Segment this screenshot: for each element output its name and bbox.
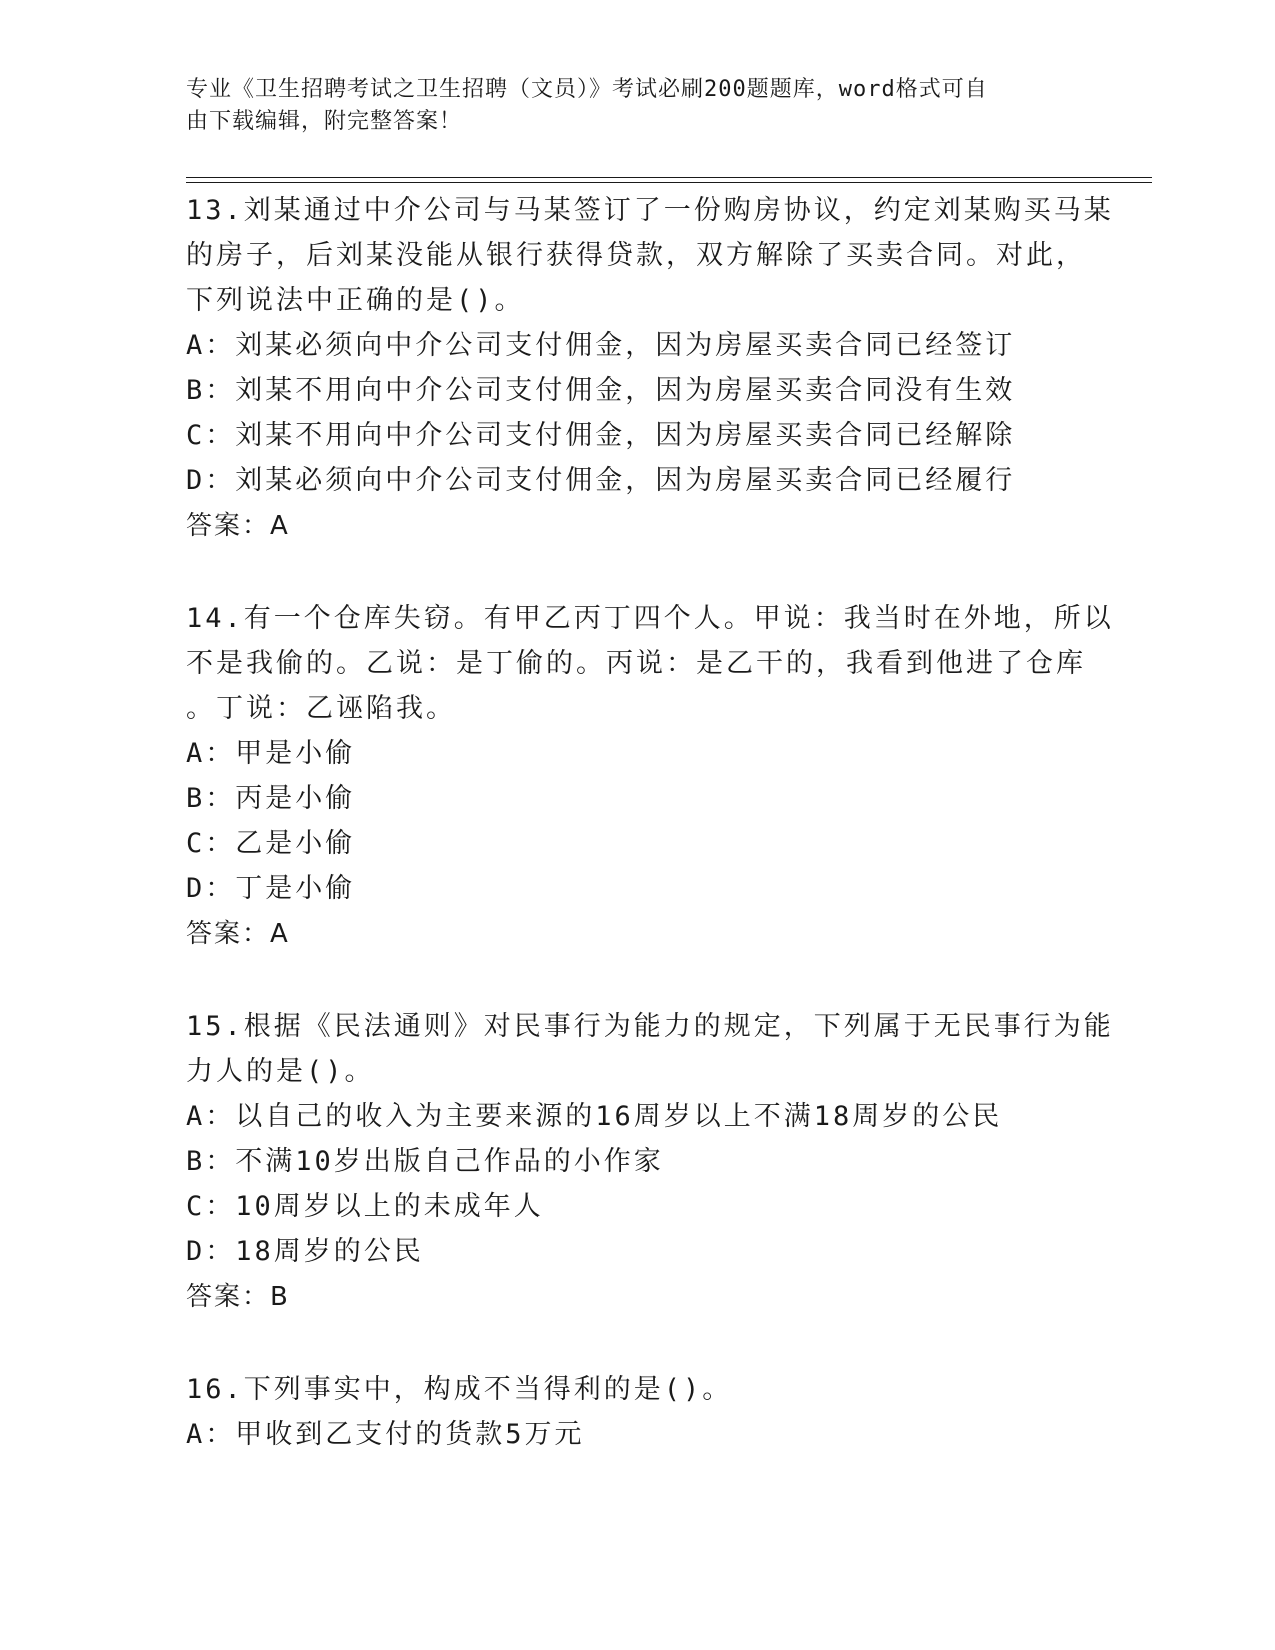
stem-line: 13.刘某通过中介公司与马某签订了一份购房协议，约定刘某购买马某 (186, 195, 1114, 226)
question-15 (186, 1004, 1114, 1320)
answer-line: 答案：A (186, 511, 290, 541)
answer-line: 答案：B (186, 1282, 290, 1312)
option-a: A：刘某必须向中介公司支付佣金，因为房屋买卖合同已经签订 (186, 330, 1016, 361)
option-d: D：18周岁的公民 (186, 1236, 424, 1267)
question-stem (186, 596, 1114, 731)
question-16 (186, 1367, 1086, 1457)
question-stem (186, 1004, 1114, 1094)
option-d: D：刘某必须向中介公司支付佣金，因为房屋买卖合同已经履行 (186, 465, 1016, 496)
header-divider-bottom (186, 182, 1152, 183)
option-b: B：不满10岁出版自己作品的小作家 (186, 1146, 664, 1177)
question-stem (186, 1367, 1086, 1412)
stem-line: 不是我偷的。乙说：是丁偷的。丙说：是乙干的，我看到他进了仓库 (186, 648, 1086, 679)
answer-line: 答案：A (186, 919, 290, 949)
stem-line: 下列说法中正确的是()。 (186, 285, 525, 316)
option-a: A：甲是小偷 (186, 738, 356, 769)
option-c: C：乙是小偷 (186, 828, 356, 859)
header-line-2: 由下载编辑，附完整答案！ (186, 109, 463, 134)
stem-line: 14.有一个仓库失窃。有甲乙丙丁四个人。甲说：我当时在外地，所以 (186, 603, 1114, 634)
option-d: D：丁是小偷 (186, 873, 356, 904)
option-c: C：10周岁以上的未成年人 (186, 1191, 544, 1222)
header-line-1: 专业《卫生招聘考试之卫生招聘（文员）》考试必刷200题题库，word格式可自 (186, 77, 988, 102)
question-list (186, 188, 1114, 1504)
stem-line: 。丁说：乙诬陷我。 (186, 693, 456, 724)
stem-line: 15.根据《民法通则》对民事行为能力的规定，下列属于无民事行为能 (186, 1011, 1114, 1042)
option-a: A：以自己的收入为主要来源的16周岁以上不满18周岁的公民 (186, 1101, 1003, 1132)
question-13 (186, 188, 1114, 549)
question-stem (186, 188, 1114, 323)
option-b: B：刘某不用向中介公司支付佣金，因为房屋买卖合同没有生效 (186, 375, 1016, 406)
document-header (186, 74, 1066, 138)
option-b: B：丙是小偷 (186, 783, 356, 814)
stem-line: 的房子，后刘某没能从银行获得贷款，双方解除了买卖合同。对此， (186, 240, 1086, 271)
header-divider-top (186, 177, 1152, 178)
stem-line: 力人的是()。 (186, 1056, 375, 1087)
question-14 (186, 596, 1114, 957)
stem-line: 16.下列事实中，构成不当得利的是()。 (186, 1374, 733, 1405)
option-c: C：刘某不用向中介公司支付佣金，因为房屋买卖合同已经解除 (186, 420, 1016, 451)
option-a: A：甲收到乙支付的货款5万元 (186, 1419, 585, 1450)
